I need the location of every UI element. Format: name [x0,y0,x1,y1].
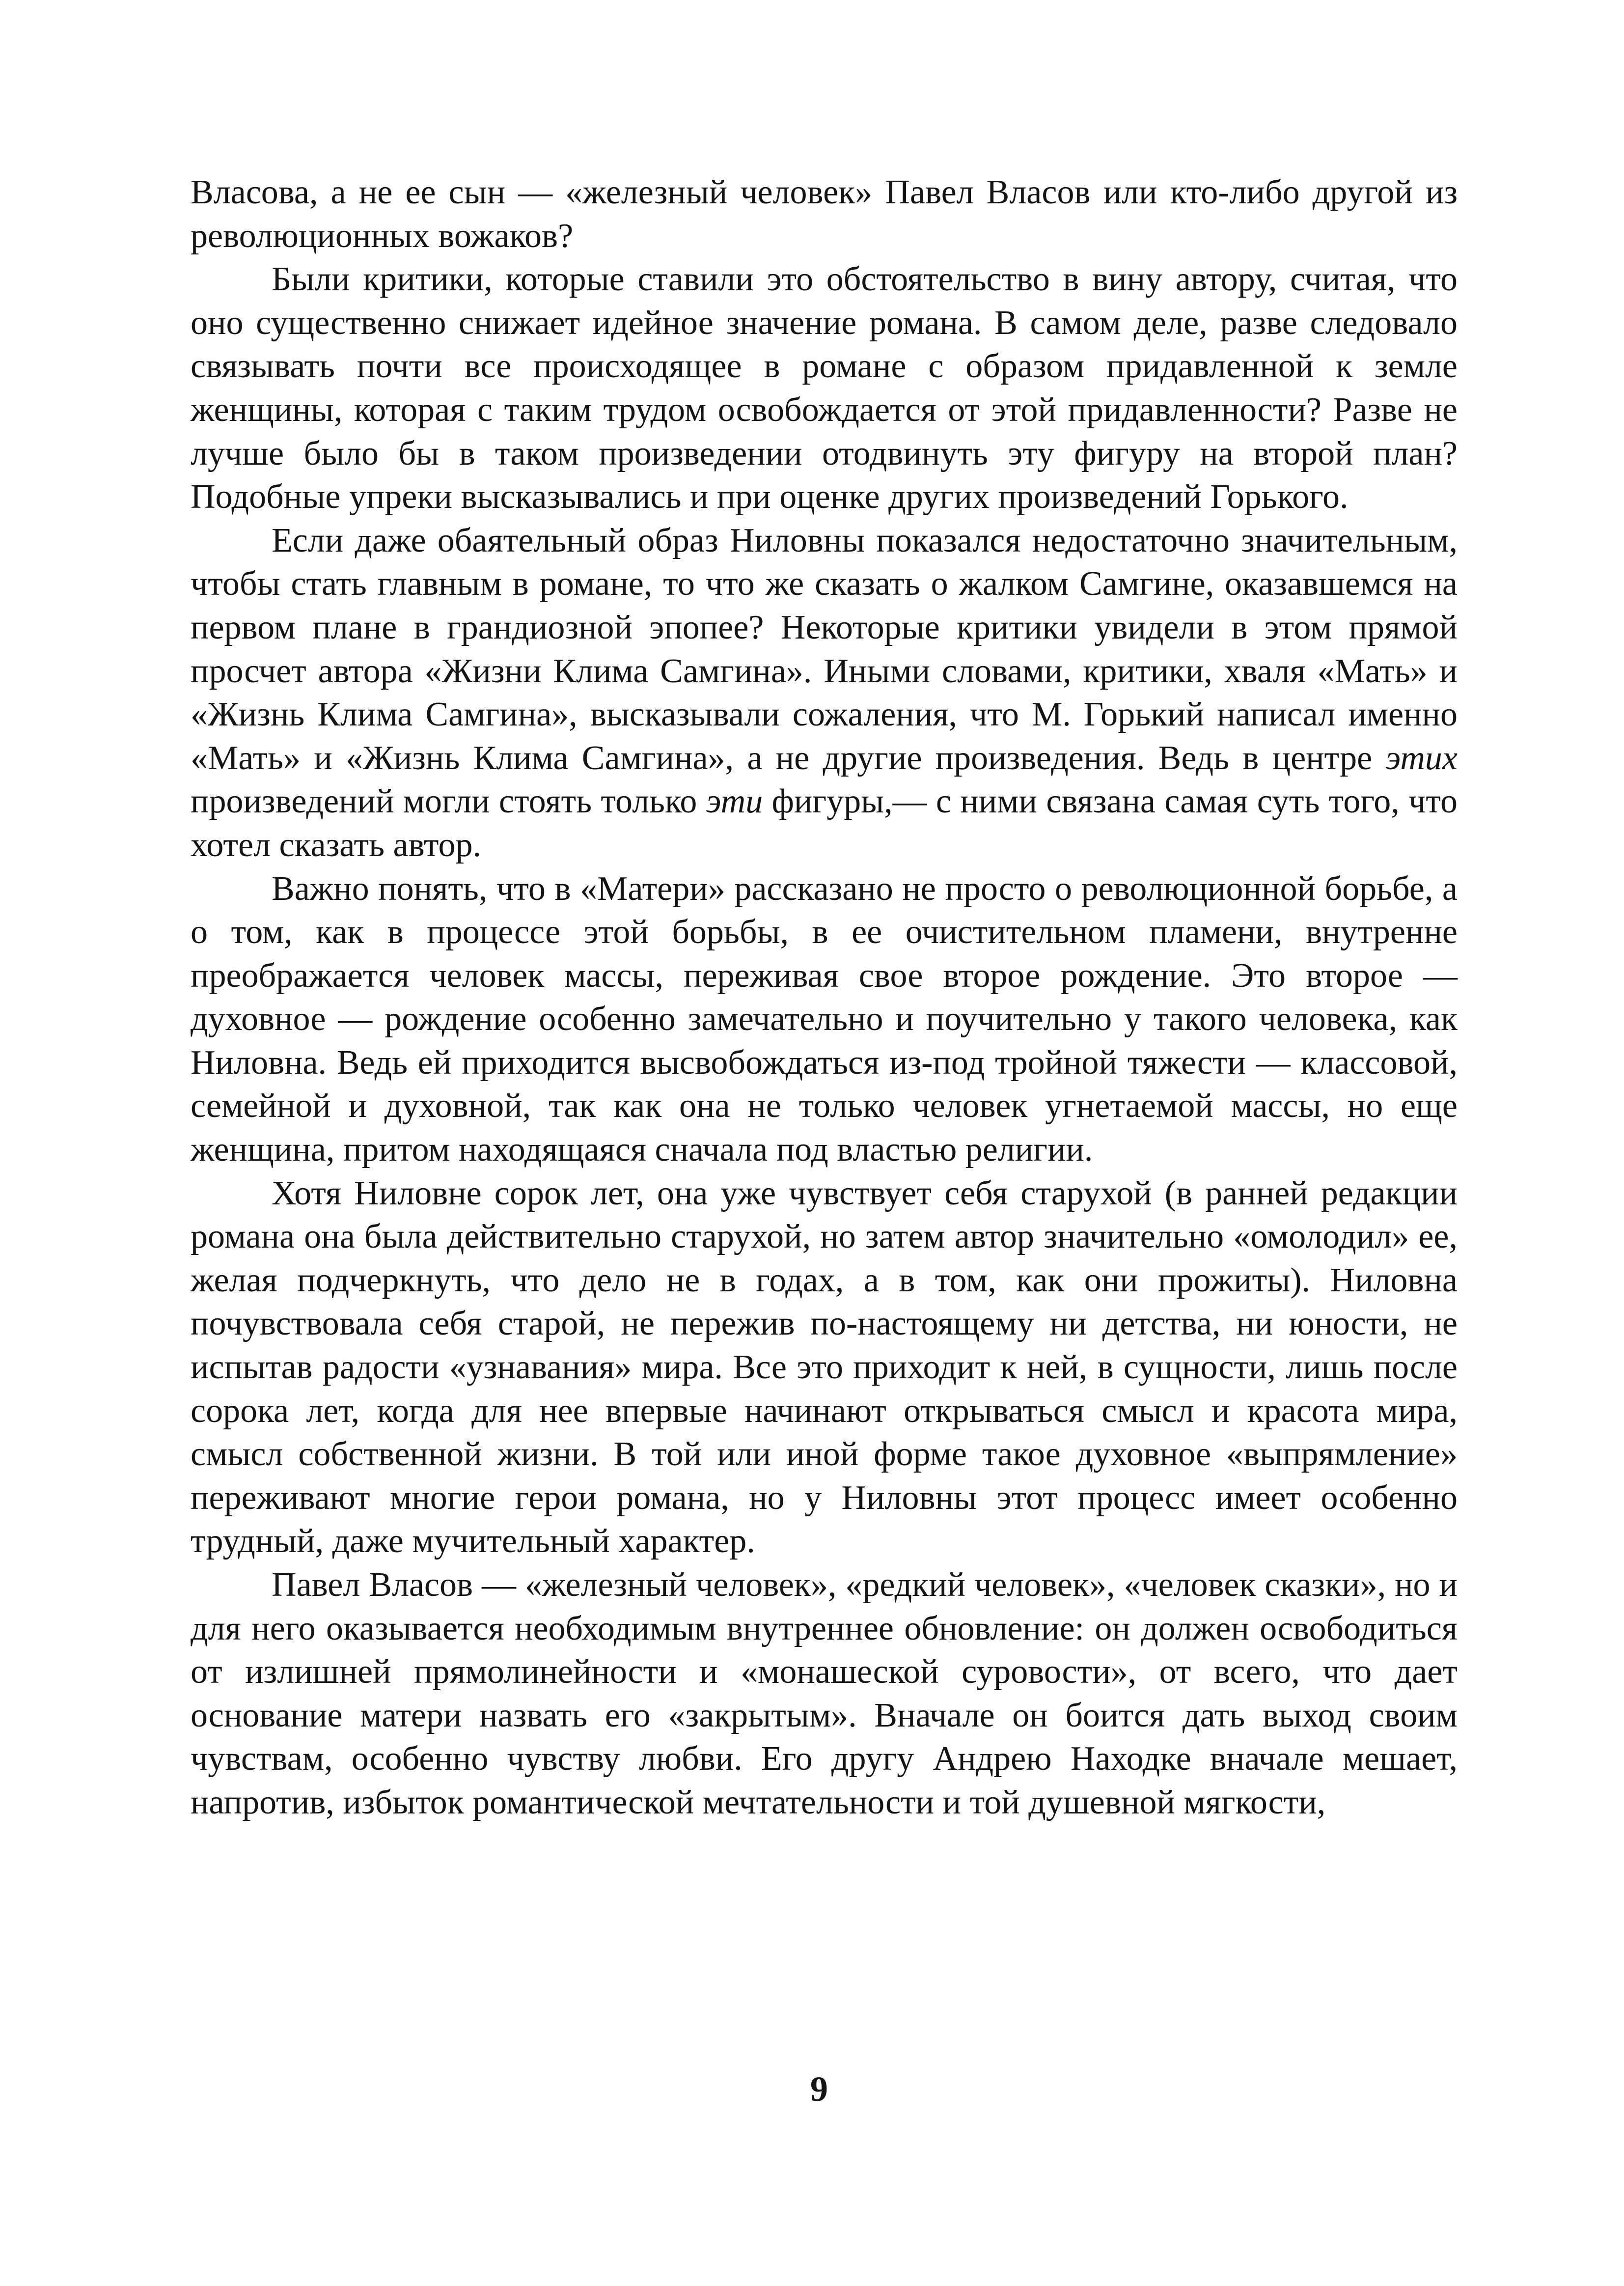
body-text [191,171,1458,1825]
paragraph-3-text-before: Если даже обаятельный образ Ниловны показался недостаточно значительным, чтобы стать главным в романе, то что же сказать о жалком Самгине, оказавшемся на первом плане в грандиозной эпопее? Некоторые критики увидели в этом прямой просчет автора «Жизни Клима Самгина». Иными словами, критики, хваля «Мать» и «Жизнь Клима Самгина», высказывали сожаления, что М. Горький написал именно «Мать» и «Жизнь Клима Самгина», а не другие произведения. Ведь в центре [191,521,1458,777]
paragraph-4: Важно понять, что в «Матери» рассказано не просто о революционной борьбе, а о том, как в процессе этой борьбы, в ее очистительном пламени, внутренне преображается человек массы, переживая свое второе рождение. Это второе — духовное — рождение особенно замечательно и поучительно у такого человека, как Ниловна. Ведь ей приходится высвобождаться из-под тройной тяжести — классовой, семейной и духовной, так как она не только человек угнетаемой массы, но еще женщина, притом находящаяся сначала под властью религии. [191,869,1458,1169]
emphasis-eti: эти [706,782,763,821]
paragraph-3 [191,519,1458,867]
page-number: 9 [810,2069,828,2109]
paragraph-5: Хотя Ниловне сорок лет, она уже чувствует себя старухой (в ранней редакции романа она была действительно старухой, но затем автор значительно «омолодил» ее, желая подчеркнуть, что дело не в годах, а в том, как они прожиты). Ниловна почувствовала себя старой, не пережив по-настоящему ни детства, ни юности, не испытав радости «узнавания» мира. Все это приходит к ней, в сущности, лишь после сорока лет, когда для нее впервые начинают открываться смысл и красота мира, смысл собственной жизни. В той или иной форме такое духовное «выпрямление» переживают многие герои романа, но у Ниловны этот процесс имеет особенно трудный, даже мучительный характер. [191,1174,1458,1561]
paragraph-3-text-after: фигуры,— с ними связана самая суть того, что хотел сказать автор. [191,782,1458,864]
paragraph-1: Власова, а не ее сын — «железный человек» Павел Власов или кто-либо другой из революционных вожаков? [191,173,1458,255]
paragraph-6: Павел Власов — «железный человек», «редкий человек», «человек сказки», но и для него оказывается необходимым внутреннее обновление: он должен освободиться от излишней прямолинейности и «монашеской суровости», от всего, что дает основание матери назвать его «закрытым». Вначале он боится дать выход своим чувствам, особенно чувству любви. Его другу Андрею Находке вначале мешает, напротив, избыток романтической мечтательности и той душевной мягкости, [191,1566,1458,1821]
paragraph-3-text-middle: произведений могли стоять только [191,782,706,821]
paragraph-2: Были критики, которые ставили это обстоятельство в вину автору, считая, что оно существенно снижает идейное значение романа. В самом деле, разве следовало связывать почти все происходящее в романе с образом придавленной к земле женщины, которая с таким трудом освобождается от этой придавленности? Разве не лучше было бы в таком произведении отодвинуть эту фигуру на второй план? Подобные упреки высказывались и при оценке других произведений Горького. [191,260,1458,516]
emphasis-etikh: этих [1385,739,1458,777]
